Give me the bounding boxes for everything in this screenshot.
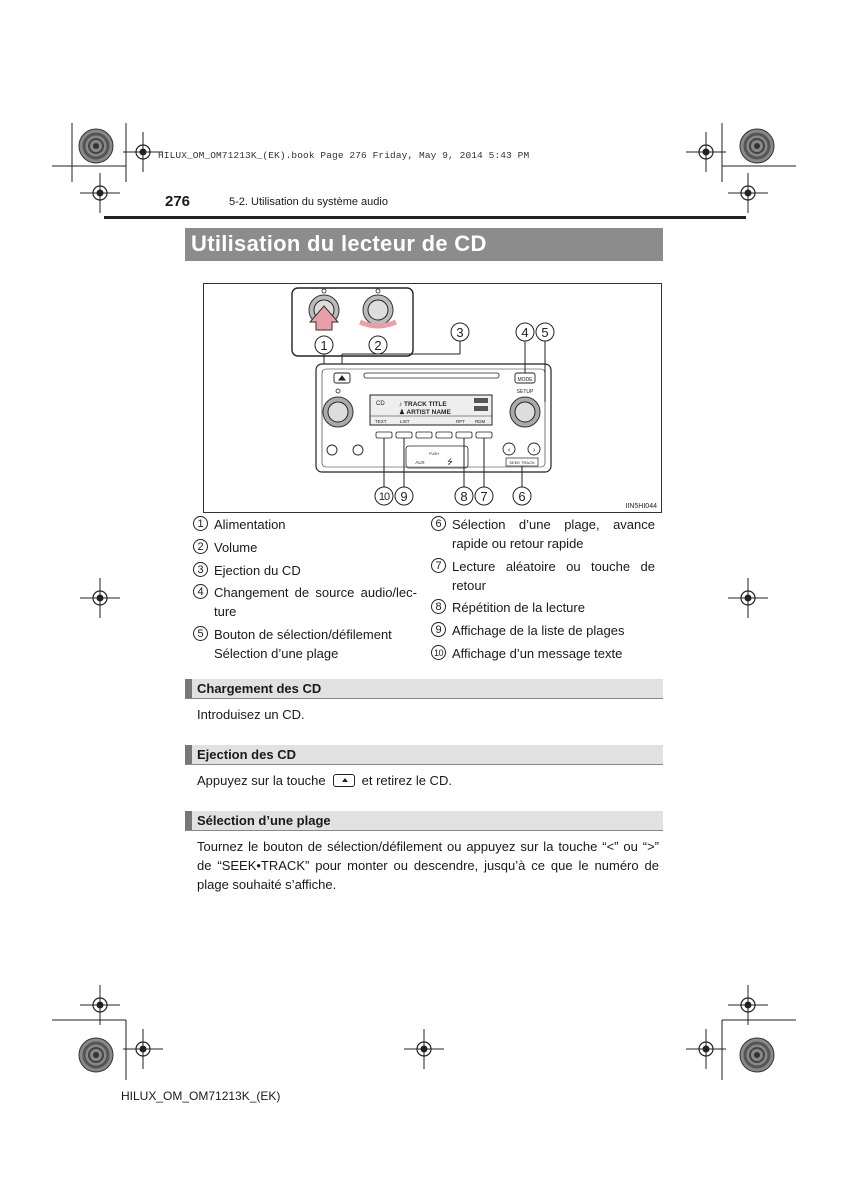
mode-label: MODE — [517, 377, 533, 383]
legend-number: 9 — [431, 622, 446, 637]
callout-3: 3 — [456, 325, 464, 340]
legend-item — [431, 621, 655, 640]
legend-number: 5 — [193, 626, 208, 641]
legend-item — [431, 644, 655, 663]
registration-cross-mid-left — [80, 578, 120, 618]
subheading-eject — [185, 745, 663, 765]
legend-number: 8 — [431, 599, 446, 614]
legend-text: Bouton de sélection/défilement Sélection d’une plage — [214, 627, 392, 661]
display-line-1: ♪ TRACK TITLE — [399, 401, 447, 408]
legend-text: Sélection d’une plage, avance rapide ou retour rapide — [452, 517, 655, 551]
body-paragraph: Tournez le bouton de sélection/défilement ou appuyez sur la touche “<” ou “>” de “SEEK•TRACK” pour monter ou descendre, jusqu’à ce que le numéro de plage souhaité s’affiche. — [197, 839, 659, 892]
display-tab-rpt: RPT — [456, 419, 465, 424]
legend-item — [193, 625, 417, 663]
legend-number: 7 — [431, 558, 446, 573]
display-tab-list: LIST — [400, 419, 410, 424]
legend-text: Affichage d’un message texte — [452, 646, 623, 661]
figure-code: IIN5HI044 — [625, 503, 657, 510]
subheading-title: Sélection d’une plage — [197, 813, 331, 828]
legend-text: Alimentation — [214, 517, 286, 532]
legend-text: Ejection du CD — [214, 563, 301, 578]
legend-item — [193, 538, 413, 557]
seek-track-label: SEEK TRACK — [509, 460, 535, 465]
registration-cross-right-lower — [728, 985, 768, 1025]
subheading-title: Chargement des CD — [197, 681, 322, 696]
page-number: 276 — [165, 193, 191, 210]
registration-disc-top-left — [79, 129, 113, 163]
display-tab-rdm: RDM — [475, 419, 486, 424]
registration-cross-left-upper — [80, 173, 120, 213]
page-title-bar — [185, 228, 663, 261]
print-header: HILUX_OM_OM71213K_(EK).book Page 276 Friday, May 9, 2014 5:43 PM — [158, 150, 530, 161]
svg-text:CD: CD — [376, 401, 385, 407]
breadcrumb: 5-2. Utilisation du système audio — [229, 196, 388, 208]
callout-5: 5 — [541, 325, 549, 340]
header-rule — [104, 216, 746, 219]
body-paragraph: Introduisez un CD. — [197, 707, 305, 722]
subheading-track-selection — [185, 811, 663, 831]
legend-text: Répétition de la lecture — [452, 600, 585, 615]
page-title: Utilisation du lecteur de CD — [191, 231, 487, 256]
eject-key-icon — [333, 774, 355, 787]
push-label: PUSH — [429, 452, 439, 456]
legend-item — [431, 557, 655, 595]
callout-10: 10 — [378, 491, 390, 503]
callout-8: 8 — [460, 489, 468, 504]
subheading-loading — [185, 679, 663, 699]
legend-number: 6 — [431, 516, 446, 531]
legend-item — [193, 583, 417, 621]
legend-number: 1 — [193, 516, 208, 531]
legend-item — [193, 515, 413, 534]
legend-number: 4 — [193, 584, 208, 599]
callout-2: 2 — [374, 338, 382, 353]
body-paragraph — [197, 771, 659, 790]
display-tab-text: TEXT — [375, 419, 387, 424]
legend-number: 2 — [193, 539, 208, 554]
registration-cross-mid-right — [728, 578, 768, 618]
callout-7: 7 — [480, 489, 488, 504]
legend-text: Changement de source audio/lec-ture — [214, 585, 417, 619]
subheading-title: Ejection des CD — [197, 747, 296, 762]
callout-1: 1 — [320, 338, 328, 353]
callout-9: 9 — [400, 489, 408, 504]
legend-item — [193, 561, 413, 580]
registration-cross-left-lower — [80, 985, 120, 1025]
registration-disc-bottom-left — [79, 1038, 113, 1072]
registration-disc-top-right — [740, 129, 774, 163]
registration-cross-bottom-right — [686, 1029, 726, 1069]
cd-player-figure — [203, 283, 662, 513]
registration-disc-bottom-right — [740, 1038, 774, 1072]
registration-cross-top-left — [123, 132, 163, 172]
registration-cross-bottom-center — [404, 1029, 444, 1069]
svg-text:⭍: ⭍ — [447, 459, 453, 466]
svg-text:›: › — [532, 447, 536, 454]
footer-document-id: HILUX_OM_OM71213K_(EK) — [121, 1089, 281, 1103]
cd-player-illustration — [204, 284, 661, 512]
registration-cross-right-upper — [728, 173, 768, 213]
eject-text-before: Appuyez sur la touche — [197, 773, 326, 788]
legend-number: 10 — [431, 645, 446, 660]
callout-6: 6 — [518, 489, 526, 504]
legend-item — [431, 515, 655, 553]
registration-cross-top-right — [686, 132, 726, 172]
display-line-2: ♟ ARTIST NAME — [399, 409, 451, 416]
legend-item — [431, 598, 655, 617]
registration-cross-bottom-left — [123, 1029, 163, 1069]
eject-text-after: et retirez le CD. — [361, 773, 452, 788]
svg-text:‹: ‹ — [507, 447, 511, 454]
legend-text: Volume — [214, 540, 258, 555]
setup-label: SETUP — [516, 389, 534, 395]
callout-4: 4 — [521, 325, 529, 340]
legend-number: 3 — [193, 562, 208, 577]
legend-text: Affichage de la liste de plages — [452, 623, 625, 638]
legend-text: Lecture aléatoire ou touche de retour — [452, 559, 655, 593]
aux-label: AUX — [415, 460, 425, 465]
